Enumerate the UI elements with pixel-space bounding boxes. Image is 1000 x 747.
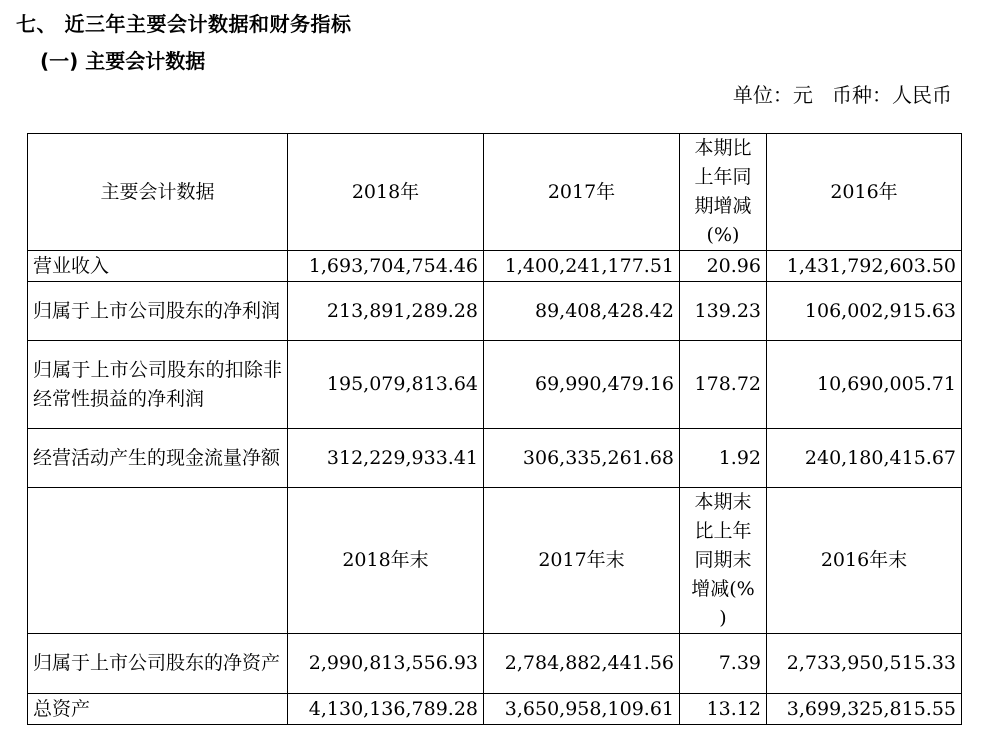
row-label: 经营活动产生的现金流量净额 [28, 429, 288, 488]
section-heading: 七、 近三年主要会计数据和财务指标 [16, 12, 352, 36]
value-2018: 213,891,289.28 [288, 282, 484, 341]
value-2018: 312,229,933.41 [288, 429, 484, 488]
value-change: 139.23 [680, 282, 767, 341]
row-label: 归属于上市公司股东的净利润 [28, 282, 288, 341]
unit-currency-note: 单位：元 币种：人民币 [732, 83, 952, 107]
header-2017-end: 2017年末 [484, 488, 680, 634]
header-2018: 2018年 [288, 134, 484, 251]
value-2017: 89,408,428.42 [484, 282, 680, 341]
value-2017: 306,335,261.68 [484, 429, 680, 488]
subsection-heading: (一) 主要会计数据 [40, 49, 206, 73]
value-2016: 10,690,005.71 [767, 341, 962, 429]
header-label [28, 488, 288, 634]
table-row [28, 634, 962, 694]
header-change-line: 本期比 [694, 137, 752, 159]
table-row [28, 282, 962, 341]
value-change: 178.72 [680, 341, 767, 429]
value-2017: 2,784,882,441.56 [484, 634, 680, 694]
table-row [28, 341, 962, 429]
value-2016: 240,180,415.67 [767, 429, 962, 488]
table-row [28, 429, 962, 488]
value-2018: 195,079,813.64 [288, 341, 484, 429]
row-label: 营业收入 [28, 251, 288, 282]
header-2016: 2016年 [767, 134, 962, 251]
header-2018-end: 2018年末 [288, 488, 484, 634]
header-change-line: ) [719, 607, 727, 629]
value-2018: 2,990,813,556.93 [288, 634, 484, 694]
header-change [680, 134, 767, 251]
accounting-data-table [27, 133, 962, 725]
value-2016: 2,733,950,515.33 [767, 634, 962, 694]
value-2016: 1,431,792,603.50 [767, 251, 962, 282]
row-label: 归属于上市公司股东的扣除非经常性损益的净利润 [28, 341, 288, 429]
value-2017: 3,650,958,109.61 [484, 694, 680, 725]
value-change: 1.92 [680, 429, 767, 488]
header-change-line: 增减(% [691, 578, 755, 600]
header-change-line: 比上年 [694, 520, 752, 542]
value-change: 7.39 [680, 634, 767, 694]
value-2016: 3,699,325,815.55 [767, 694, 962, 725]
value-2017: 1,400,241,177.51 [484, 251, 680, 282]
value-2016: 106,002,915.63 [767, 282, 962, 341]
header-change-line: 本期末 [694, 491, 752, 513]
header-label: 主要会计数据 [28, 134, 288, 251]
header-change-line: (%) [706, 224, 740, 246]
value-2017: 69,990,479.16 [484, 341, 680, 429]
value-2018: 1,693,704,754.46 [288, 251, 484, 282]
header-2016-end: 2016年末 [767, 488, 962, 634]
row-label: 总资产 [28, 694, 288, 725]
header-change-line: 同期末 [694, 549, 752, 571]
value-change: 13.12 [680, 694, 767, 725]
table-row [28, 694, 962, 725]
header-2017: 2017年 [484, 134, 680, 251]
row-label: 归属于上市公司股东的净资产 [28, 634, 288, 694]
value-2018: 4,130,136,789.28 [288, 694, 484, 725]
value-change: 20.96 [680, 251, 767, 282]
table-row [28, 251, 962, 282]
header-change-end [680, 488, 767, 634]
table-header-row [28, 134, 962, 251]
header-change-line: 期增减 [694, 195, 752, 217]
header-change-line: 上年同 [694, 166, 752, 188]
table-header-row [28, 488, 962, 634]
